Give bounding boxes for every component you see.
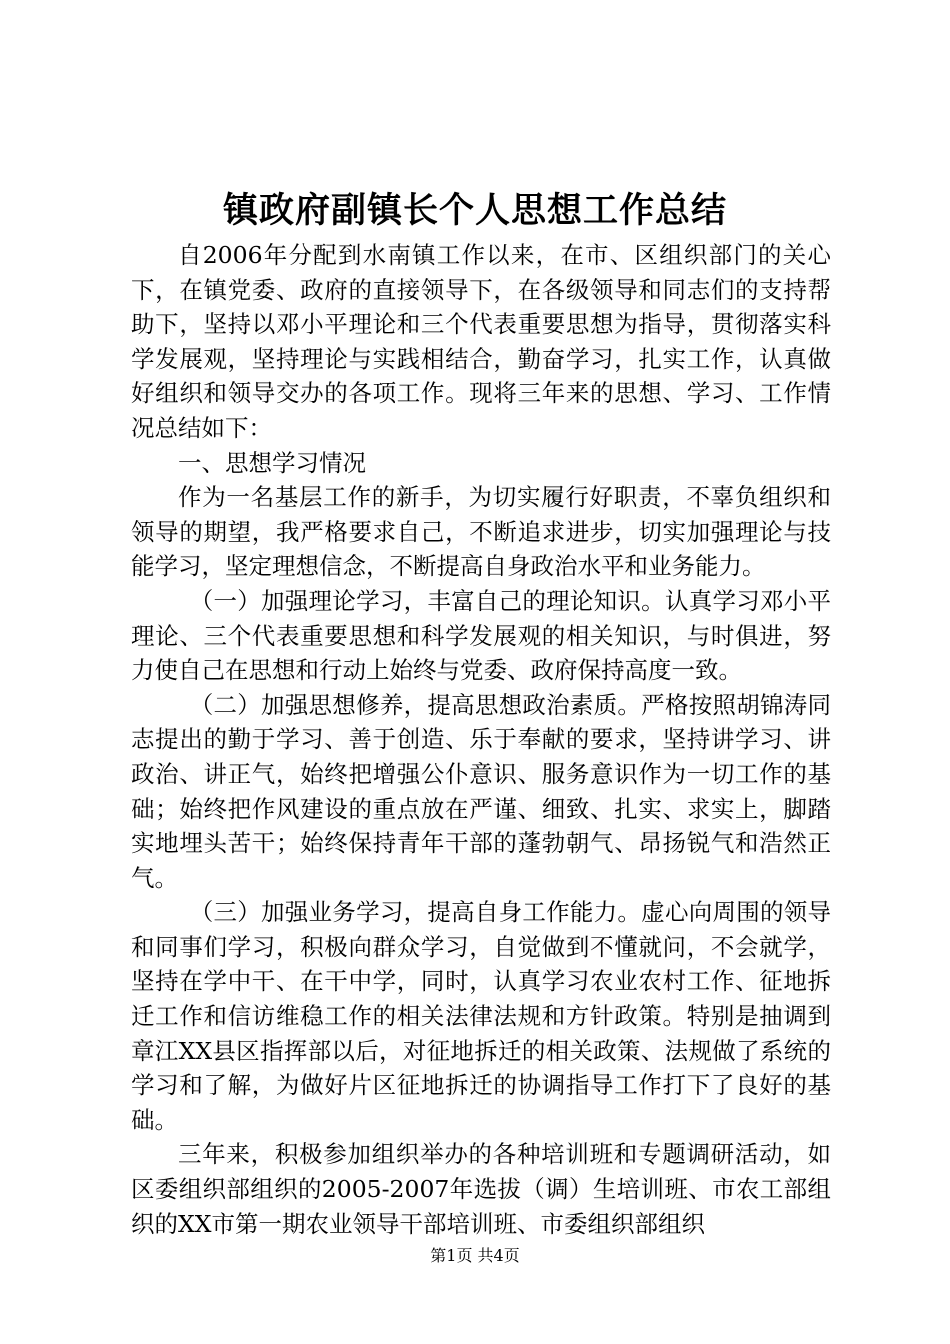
- section-paragraph: 作为一名基层工作的新手，为切实履行好职责，不辜负组织和领导的期望，我严格要求自己，不断追求进步，切实加强理论与技能学习，坚定理想信念，不断提高自身政治水平和业务能力。: [131, 483, 831, 581]
- document-body: [131, 238, 831, 1241]
- subsection-paragraph-3: （三）加强业务学习，提高自身工作能力。虚心向周围的领导和同事们学习，积极向群众学习，自觉做到不懂就问，不会就学，坚持在学中干、在干中学，同时，认真学习农业农村工作、征地拆迁工作和信访维稳工作的相关法律法规和方针政策。特别是抽调到章江XX县区指挥部以后，对征地拆迁的相关政策、法规做了系统的学习和了解，为做好片区征地拆迁的协调指导工作打下了良好的基础。: [131, 898, 831, 1134]
- subsection-paragraph-2: （二）加强思想修养，提高思想政治素质。严格按照胡锦涛同志提出的勤于学习、善于创造、乐于奉献的要求，坚持讲学习、讲政治、讲正气，始终把增强公仆意识、服务意识作为一切工作的基础；始终把作风建设的重点放在严谨、细致、扎实、求实上，脚踏实地埋头苦干；始终保持青年干部的蓬勃朝气、昂扬锐气和浩然正气。: [131, 690, 831, 892]
- page-number: 第1页 共4页: [430, 1246, 520, 1265]
- training-paragraph: 三年来，积极参加组织举办的各种培训班和专题调研活动，如区委组织部组织的2005-2007年选拔（调）生培训班、市农工部组织的XX市第一期农业领导干部培训班、市委组织部组织: [131, 1140, 831, 1238]
- section-heading-1: 一、思想学习情况: [178, 448, 366, 477]
- document-title: 镇政府副镇长个人思想工作总结: [222, 190, 727, 231]
- subsection-paragraph-1: （一）加强理论学习，丰富自己的理论知识。认真学习邓小平理论、三个代表重要思想和科学发展观的相关知识，与时俱进，努力使自己在思想和行动上始终与党委、政府保持高度一致。: [131, 586, 831, 685]
- intro-paragraph: 自2006年分配到水南镇工作以来，在市、区组织部门的关心下，在镇党委、政府的直接领导下，在各级领导和同志们的支持帮助下，坚持以邓小平理论和三个代表重要思想为指导，贯彻落实科学发展观，坚持理论与实践相结合，勤奋学习，扎实工作，认真做好组织和领导交办的各项工作。现将三年来的思想、学习、工作情况总结如下：: [131, 241, 831, 442]
